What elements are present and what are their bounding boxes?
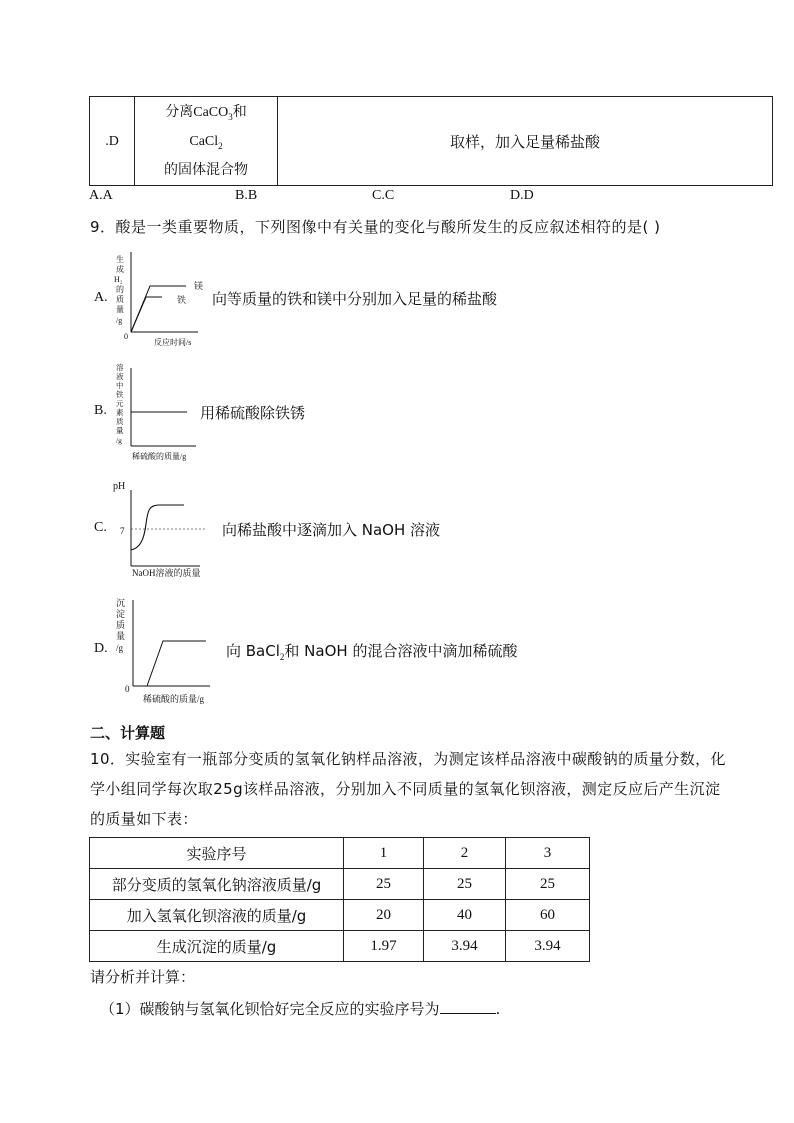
- q8-option-c[interactable]: C.C: [372, 188, 395, 203]
- a-ylabel-5: 量: [116, 305, 124, 314]
- a-ylabel-3: 的: [116, 285, 124, 294]
- c-xlabel: NaOH溶液的质量: [132, 568, 201, 578]
- goal-formula2: CaCl: [189, 134, 219, 149]
- q9-stem: 9．酸是一类重要物质，下列图像中有关量的变化与酸所发生的反应叙述相符的是( ): [90, 218, 661, 236]
- table-cell: 1: [344, 838, 424, 869]
- table-cell: 25: [344, 869, 424, 900]
- b-ylabel-5: 素: [116, 408, 124, 417]
- d-desc-post: 和 NaOH 的混合溶液中滴加稀硫酸: [284, 642, 518, 660]
- q10-data-table: [89, 837, 590, 962]
- table-cell: 25: [506, 869, 590, 900]
- q8-d-letter: .D: [105, 133, 119, 149]
- sub1-end: .: [495, 1000, 501, 1018]
- d-xlabel: 稀硫酸的质量/g: [143, 694, 205, 704]
- q9-option-d-desc: [226, 640, 517, 662]
- a-ylabel-4: 质: [116, 295, 124, 304]
- table-cell: 40: [424, 900, 506, 931]
- q8-d-method-cell: [278, 97, 773, 186]
- table-row: [90, 900, 590, 931]
- goal-formula1: 分离CaCO: [165, 105, 229, 121]
- d-desc-pre: 向 BaCl: [226, 642, 280, 660]
- a-origin: 0: [124, 332, 128, 341]
- d-origin: 0: [125, 684, 130, 694]
- section-title: 二、计算题: [90, 724, 166, 742]
- q8-option-b[interactable]: B.B: [235, 188, 258, 203]
- b-ylabel-2: 中: [116, 381, 124, 390]
- table-cell: 加入氢氧化钡溶液的质量/g: [90, 900, 344, 931]
- table-row: [90, 869, 590, 900]
- q8-d-goal-line1: [135, 100, 277, 129]
- q10-sub1: [100, 998, 500, 1019]
- c-series-curve: [131, 505, 184, 550]
- a-ylabel-2: H₂: [114, 275, 123, 284]
- q8-d-goal-line3: 的固体混合物: [164, 161, 248, 178]
- q8-option-a[interactable]: A.A: [89, 188, 113, 203]
- b-ylabel-3: 铁: [116, 390, 124, 399]
- a-label-magnesium: 镁: [194, 281, 204, 291]
- table-cell: 2: [424, 838, 506, 869]
- a-ylabel-6: /g: [116, 316, 123, 325]
- table-header-row: [90, 838, 590, 869]
- d-ylabel-2: 质: [116, 620, 126, 630]
- b-ylabel-0: 溶: [116, 363, 124, 372]
- q9-option-a-chart: [110, 252, 220, 350]
- q9-option-c-letter[interactable]: C.: [94, 520, 107, 535]
- b-ylabel-7: 量: [116, 426, 124, 435]
- table-cell: 20: [344, 900, 424, 931]
- a-ylabel-1: 成: [116, 265, 124, 274]
- answer-blank[interactable]: [440, 999, 496, 1014]
- d-ylabel: [116, 598, 125, 653]
- goal-line1-tail: 和: [232, 104, 247, 121]
- b-ylabel-4: 元: [116, 399, 124, 408]
- d-ylabel-1: 淀: [116, 609, 126, 619]
- d-ylabel-4: /g: [116, 643, 124, 653]
- q8-d-letter-cell: [90, 97, 135, 186]
- a-label-iron: 铁: [177, 295, 187, 305]
- q9-option-a-desc: 向等质量的铁和镁中分别加入足量的稀盐酸: [212, 290, 498, 308]
- table-cell: 3.94: [424, 931, 506, 962]
- d-series-line: [147, 641, 206, 686]
- goal-formula2-sub: 2: [218, 140, 223, 151]
- d-ylabel-0: 沉: [116, 598, 126, 608]
- q10-text: 10．实验室有一瓶部分变质的氢氧化钠样品溶液，为测定该样品溶液中碳酸钠的质量分数，化学小组同学每次取25g该样品溶液，分别加入不同质量的氢氧化钡溶液，测定反应后产生沉淀的质量如下表：: [90, 750, 726, 828]
- q8-d-goal-line2: [135, 129, 277, 158]
- q9-option-b-letter[interactable]: B.: [94, 403, 107, 418]
- table-cell: 3: [506, 838, 590, 869]
- analyze-prompt: 请分析并计算：: [90, 968, 196, 986]
- table-cell: 实验序号: [90, 838, 344, 869]
- a-series-iron: [131, 297, 162, 332]
- table-cell: 3.94: [506, 931, 590, 962]
- q9-option-a-letter[interactable]: A.: [94, 290, 108, 305]
- q9-option-c-desc: 向稀盐酸中逐滴加入 NaOH 溶液: [222, 521, 441, 539]
- a-ylabel-0: 生: [116, 255, 124, 264]
- sub1-text: （1）碳酸钠与氢氧化钡恰好完全反应的实验序号为: [100, 1000, 440, 1018]
- q9-option-d-letter[interactable]: D.: [94, 641, 108, 656]
- q9-option-d-chart: [110, 596, 225, 708]
- q8-d-goal-cell: [135, 97, 278, 186]
- b-ylabel-8: /g: [116, 436, 122, 445]
- table-cell: 部分变质的氢氧化钠溶液质量/g: [90, 869, 344, 900]
- b-xlabel: 稀硫酸的质量/g: [132, 452, 187, 461]
- q9-option-b-desc: 用稀硫酸除铁锈: [200, 404, 306, 422]
- q8-option-d-table: [89, 96, 773, 186]
- table-cell: 25: [424, 869, 506, 900]
- q8-option-d[interactable]: D.D: [510, 188, 534, 203]
- d-desc-sub: 2: [279, 652, 285, 662]
- c-ylabel: pH: [113, 481, 126, 492]
- q9-option-c-chart: [110, 478, 220, 582]
- a-ylabel: [114, 254, 124, 325]
- table-cell: 1.97: [344, 931, 424, 962]
- table-cell: 60: [506, 900, 590, 931]
- goal-formula1-sub: 3: [228, 112, 233, 122]
- table-row: [90, 931, 590, 962]
- b-ylabel-6: 质: [116, 417, 124, 426]
- b-ylabel: [116, 362, 124, 445]
- a-series-magnesium: [131, 286, 186, 332]
- d-ylabel-3: 量: [116, 631, 126, 641]
- c-ytick-7: 7: [120, 526, 125, 536]
- a-xlabel: 反应时间/s: [154, 338, 192, 347]
- b-ylabel-1: 液: [116, 372, 124, 381]
- table-cell: 生成沉淀的质量/g: [90, 931, 344, 962]
- q8-d-method: 取样，加入足量稀盐酸: [449, 132, 600, 151]
